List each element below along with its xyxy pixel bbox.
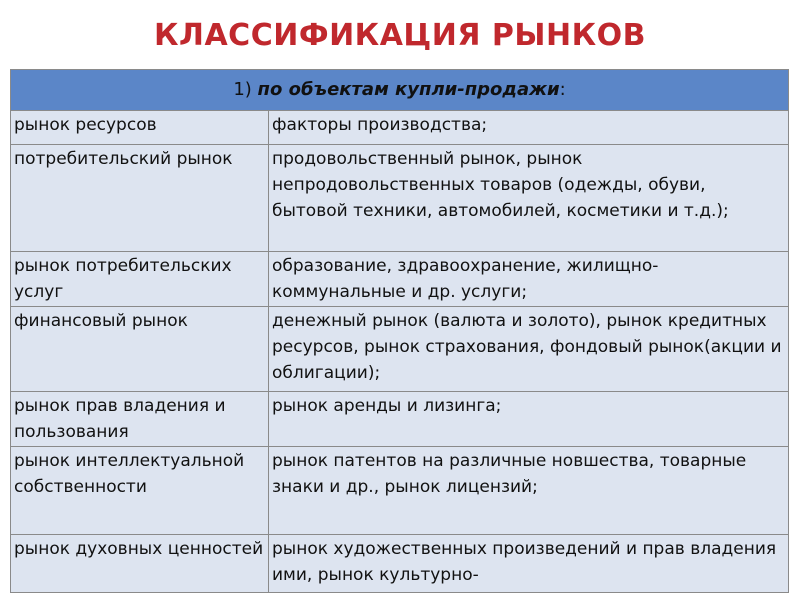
header-text: по объектам купли-продажи bbox=[257, 79, 560, 100]
page-title: КЛАССИФИКАЦИЯ РЫНКОВ bbox=[154, 18, 646, 53]
market-description-cell: рынок патентов на различные новшества, товарные знаки и др., рынок лицензий; bbox=[269, 447, 789, 535]
table-row bbox=[11, 392, 789, 447]
market-type-cell: рынок прав владения и пользования bbox=[11, 392, 269, 447]
market-type-cell: рынок духовных ценностей bbox=[11, 535, 269, 593]
header-suffix: : bbox=[559, 79, 566, 100]
market-type-cell: рынок интеллектуальной собственности bbox=[11, 447, 269, 535]
market-description-cell: образование, здравоохранение, жилищно-коммунальные и др. услуги; bbox=[269, 252, 789, 307]
table-row bbox=[11, 145, 789, 252]
market-type-cell: финансовый рынок bbox=[11, 307, 269, 392]
table-row bbox=[11, 447, 789, 535]
market-type-cell: рынок потребительских услуг bbox=[11, 252, 269, 307]
market-description-cell: рынок аренды и лизинга; bbox=[269, 392, 789, 447]
table-row bbox=[11, 535, 789, 593]
market-type-cell: потребительский рынок bbox=[11, 145, 269, 252]
market-type-cell: рынок ресурсов bbox=[11, 111, 269, 145]
market-description-cell: денежный рынок (валюта и золото), рынок кредитных ресурсов, рынок страхования, фондовый рынок(акции и облигации); bbox=[269, 307, 789, 392]
market-description-cell: факторы производства; bbox=[269, 111, 789, 145]
table-row bbox=[11, 307, 789, 392]
table-header bbox=[11, 70, 789, 111]
table-header-row bbox=[11, 70, 789, 111]
classification-table bbox=[10, 69, 789, 593]
table-row bbox=[11, 111, 789, 145]
market-description-cell: продовольственный рынок, рынок непродовольственных товаров (одежды, обуви, бытовой техники, автомобилей, косметики и т.д.); bbox=[269, 145, 789, 252]
header-number: 1) bbox=[233, 79, 252, 100]
market-description-cell: рынок художественных произведений и прав владения ими, рынок культурно- bbox=[269, 535, 789, 593]
table-row bbox=[11, 252, 789, 307]
